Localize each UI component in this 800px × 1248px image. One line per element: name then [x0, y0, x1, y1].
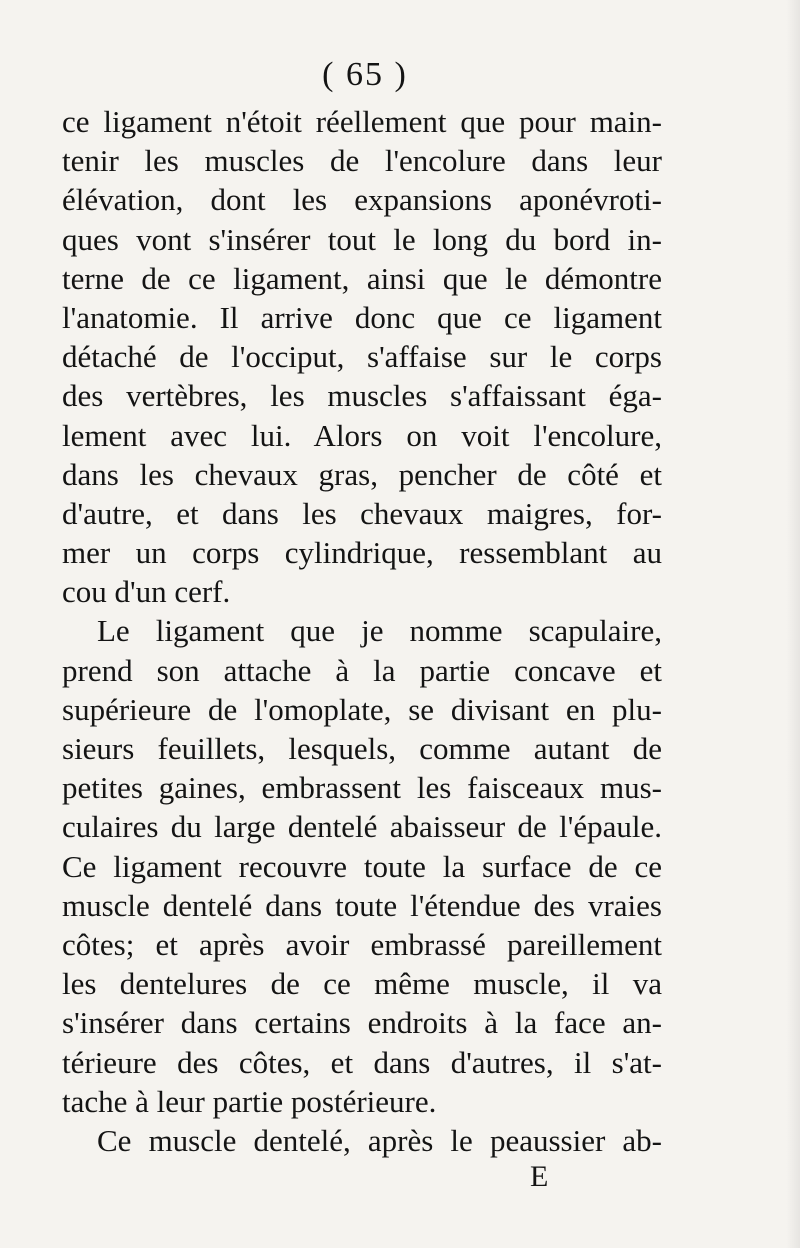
text-line: ce ligament n'étoit réellement que pour main-	[62, 104, 662, 139]
text-line: dans les chevaux gras, pencher de côté et	[62, 456, 662, 492]
text-line: les dentelures de ce même muscle, il va	[62, 966, 662, 1002]
text-line: détaché de l'occiput, s'affaise sur le corps	[62, 339, 662, 375]
text-line: ques vont s'insérer tout le long du bord in-	[62, 221, 662, 257]
text-line: mer un corps cylindrique, ressemblant au	[62, 535, 662, 571]
text-line: tache à leur partie postérieure.	[62, 1083, 437, 1119]
page-number: ( 65 )	[322, 56, 408, 93]
text-line: culaires du large dentelé abaisseur de l'épaule.	[62, 809, 662, 845]
body-text	[62, 102, 662, 1160]
text-line: Ce ligament recouvre toute la surface de ce	[62, 848, 662, 884]
signature-mark: E	[530, 1160, 549, 1193]
text-line: lement avec lui. Alors on voit l'encolure,	[62, 417, 662, 453]
text-line: terne de ce ligament, ainsi que le démontre	[62, 260, 662, 296]
text-line: sieurs feuillets, lesquels, comme autant de	[62, 731, 662, 766]
text-line: des vertèbres, les muscles s'affaissant éga-	[62, 378, 662, 414]
text-line: élévation, dont les expansions aponévroti-	[62, 182, 662, 218]
text-line: s'insérer dans certains endroits à la face an-	[62, 1005, 662, 1041]
text-line: petites gaines, embrassent les faisceaux mus-	[62, 770, 662, 806]
paragraph-first-line: Le ligament que je nomme scapulaire,	[97, 613, 662, 649]
text-line: l'anatomie. Il arrive donc que ce ligament	[62, 299, 662, 335]
paragraph-first-line: Ce muscle dentelé, après le peaussier ab-	[97, 1122, 662, 1158]
text-line: cou d'un cerf.	[62, 574, 231, 610]
text-line: d'autre, et dans les chevaux maigres, for-	[62, 495, 662, 531]
text-line: tenir les muscles de l'encolure dans leur	[62, 143, 662, 179]
text-line: supérieure de l'omoplate, se divisant en plu-	[62, 691, 662, 727]
text-line: prend son attache à la partie concave et	[62, 652, 662, 688]
text-line: muscle dentelé dans toute l'étendue des vraies	[62, 887, 662, 923]
page-edge-shadow	[786, 0, 800, 1248]
text-line: côtes; et après avoir embrassé pareillement	[62, 926, 662, 962]
text-line: térieure des côtes, et dans d'autres, il s'at-	[62, 1044, 662, 1080]
